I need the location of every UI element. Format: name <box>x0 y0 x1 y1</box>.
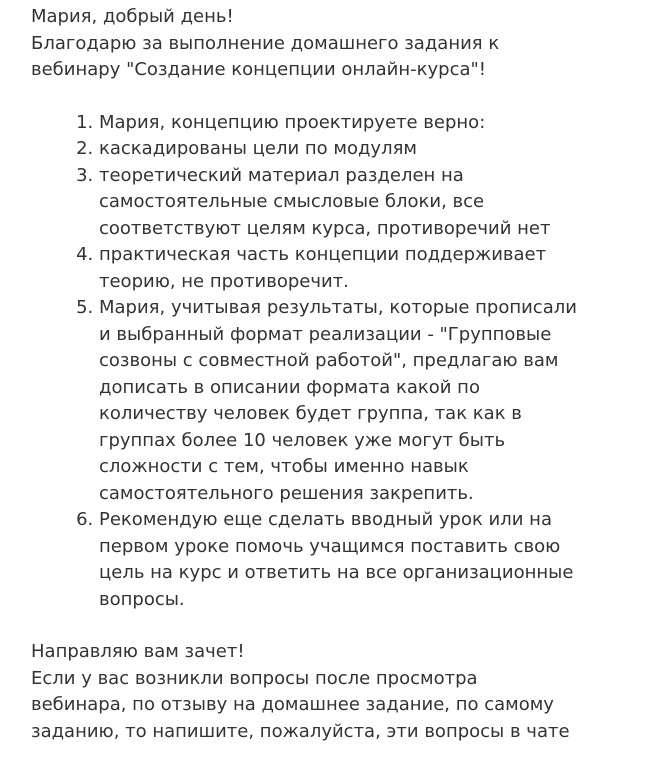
feedback-message <box>31 4 656 745</box>
list-item: 4. практическая часть концепции поддерживает теорию, не противоречит. <box>99 242 656 295</box>
closing-text: Направляю вам зачет! <box>31 641 245 662</box>
intro-text: Благодарю за выполнение домашнего задания к вебинару "Создание концепции онлайн-курса"! <box>31 32 500 80</box>
greeting-text: Мария, добрый день! <box>31 6 234 27</box>
feedback-list <box>31 110 656 614</box>
list-item: 1. Мария, концепцию проектируете верно: <box>99 110 656 137</box>
list-item: 3. теоретический материал разделен на самостоятельные смысловые блоки, все соответствуют целям курса, противоречий нет <box>99 163 656 243</box>
list-item: 2. каскадированы цели по модулям <box>99 136 656 163</box>
questions-text: Если у вас возникли вопросы после просмотра вебинара, по отзыву на домашнее задание, по самому заданию, то напишите, пожалуйста, эти вопросы в чате <box>31 667 570 742</box>
list-item: 5. Мария, учитывая результаты, которые прописали и выбранный формат реализации - "Групповые созвоны с совместной работой", предлагаю вам дописать в описании формата какой по количеству человек будет группа, так как в группах более 10 человек уже могут быть сложности с тем, чтобы именно навык самостоятельного решения закрепить. <box>99 295 656 507</box>
list-item: 6. Рекомендую еще сделать вводный урок или на первом уроке помочь учащимся поставить свою цель на курс и ответить на все организационные вопросы. <box>99 507 656 613</box>
